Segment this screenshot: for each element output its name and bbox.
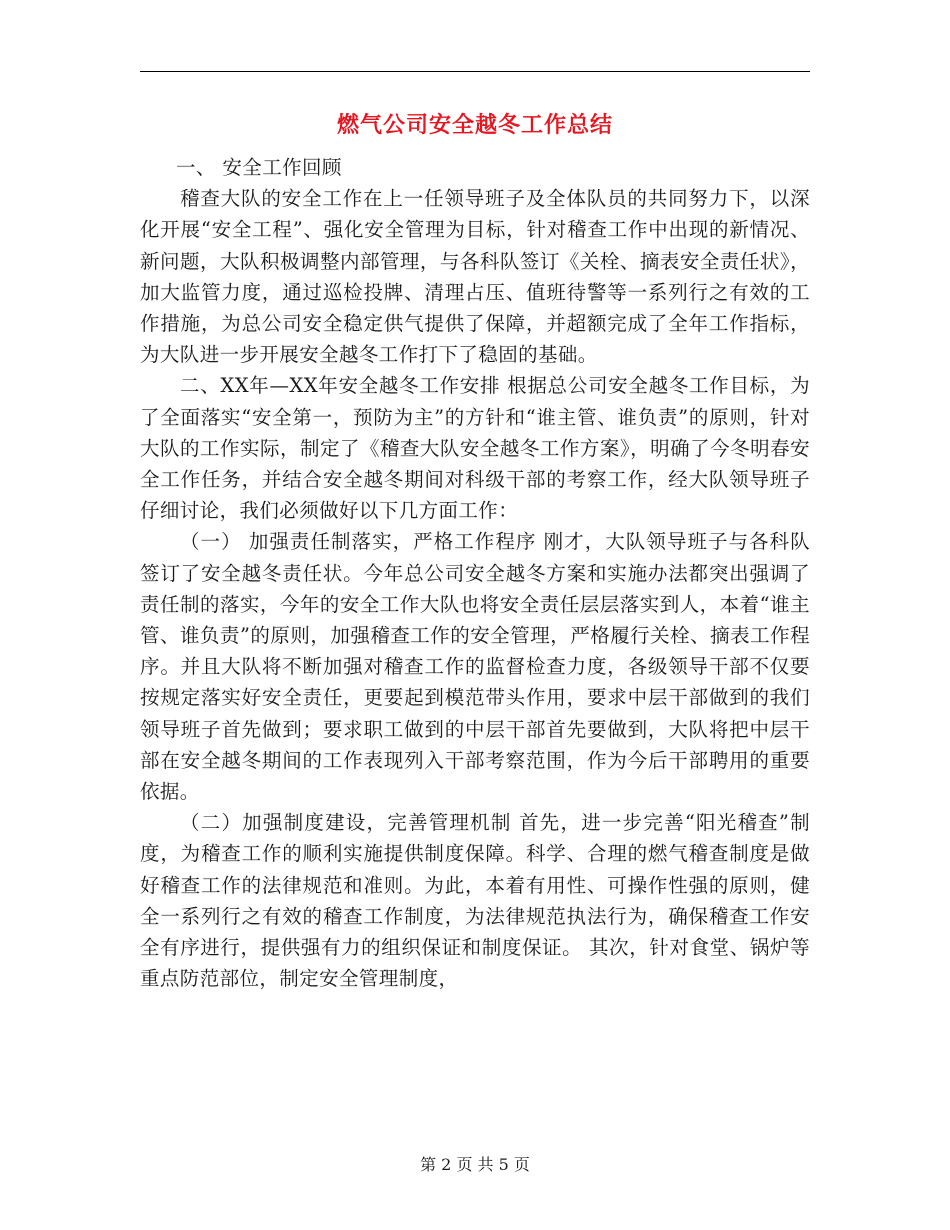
paragraph: （二）加强制度建设，完善管理机制 首先，进一步完善“阳光稽查”制度，为稽查工作的顺利实施提供制度保障。科学、合理的燃气稽查制度是做好稽查工作的法律规范和准则。为此，本着有用性、可操作性强的原则，健全一系列行之有效的稽查工作制度，为法律规范执法行为，确保稽查工作安全有序进行，提供强有力的组织保证和制度保证。 其次，针对食堂、锅炉等重点防范部位，制定安全管理制度， xyxy=(140,811,810,991)
paragraph: （一） 加强责任制落实，严格工作程序 刚才，大队领导班子与各科队签订了安全越冬责任状。今年总公司安全越冬方案和实施办法都突出强调了责任制的落实，今年的安全工作大队也将安全责任层层落实到人，本着“谁主管、谁负责”的原则，加强稽查工作的安全管理，严格履行关栓、摘表工作程序。并且大队将不断加强对稽查工作的监督检查力度，各级领导干部不仅要按规定落实好安全责任，更要起到模范带头作用，要求中层干部做到的我们领导班子首先做到；要求职工做到的中层干部首先要做到，大队将把中层干部在安全越冬期间的工作表现列入干部考察范围，作为今后干部聘用的重要依据。 xyxy=(140,530,810,804)
document-body xyxy=(140,152,810,994)
header-rule xyxy=(140,71,810,72)
paragraph: 稽查大队的安全工作在上一任领导班子及全体队员的共同努力下，以深化开展“安全工程”、强化安全管理为目标，针对稽查工作中出现的新情况、新问题，大队积极调整内部管理，与各科队签订《关栓、摘表安全责任状》，加大监管力度，通过巡检投牌、清理占压、值班待警等一系列行之有效的工作措施，为总公司安全稳定供气提供了保障，并超额完成了全年工作指标，为大队进一步开展安全越冬工作打下了稳固的基础。 xyxy=(140,187,810,367)
paragraph: 二、XX年—XX年安全越冬工作安排 根据总公司安全越冬工作目标，为了全面落实“安全第一，预防为主”的方针和“谁主管、谁负责”的原则，针对大队的工作实际，制定了《稽查大队安全越冬工作方案》，明确了今冬明春安全工作任务，并结合安全越冬期间对科级干部的考察工作，经大队领导班子仔细讨论，我们必须做好以下几方面工作： xyxy=(140,374,810,523)
page-footer: 第 2 页 共 5 页 xyxy=(420,1155,530,1174)
document-title: 燃气公司安全越冬工作总结 xyxy=(336,113,613,138)
section-heading: 一、 安全工作回顾 xyxy=(176,156,342,179)
